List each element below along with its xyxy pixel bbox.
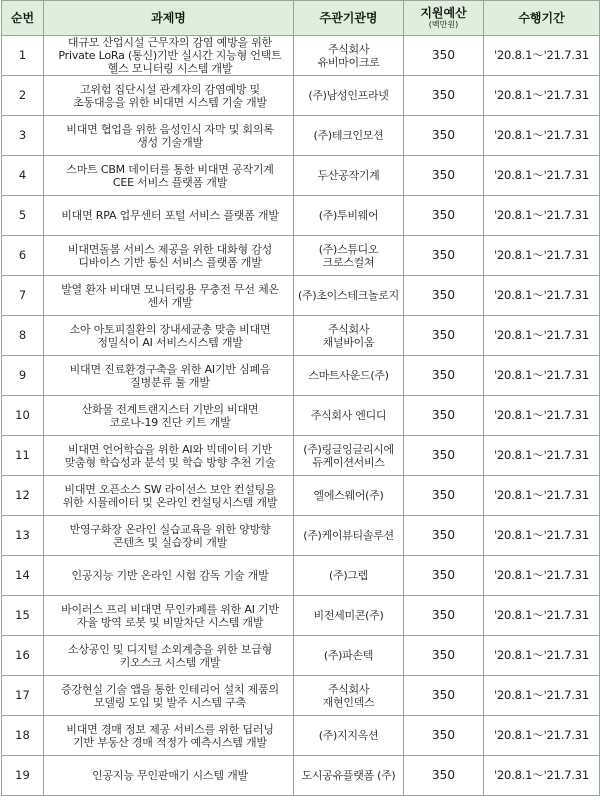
project-title [44, 76, 294, 116]
table-row [2, 476, 600, 516]
project-period: '20.8.1～'21.7.31 [484, 116, 600, 156]
row-number: 8 [2, 316, 44, 356]
lead-organization-line: (주)남성인프라넷 [308, 89, 389, 102]
table-row [2, 436, 600, 476]
project-title-line: 디바이스 기반 통신 서비스 플랫폼 개발 [78, 255, 262, 269]
project-title-line: 초동대응을 위한 비대면 시스템 기술 개발 [73, 95, 267, 109]
lead-organization-line: 듀케이션서비스 [312, 455, 385, 469]
project-period: '20.8.1～'21.7.31 [484, 596, 600, 636]
table-row [2, 716, 600, 756]
table-row [2, 756, 600, 796]
budget-amount: 350 [404, 556, 484, 596]
table-row [2, 396, 600, 436]
project-title-line: 위한 시뮬레이터 및 온라인 컨설팅시스템 개발 [62, 495, 278, 509]
lead-organization [294, 76, 404, 116]
project-period: '20.8.1～'21.7.31 [484, 36, 600, 76]
project-period: '20.8.1～'21.7.31 [484, 316, 600, 356]
header-title: 과제명 [44, 1, 294, 36]
project-title [44, 316, 294, 356]
header-row [2, 1, 600, 36]
lead-organization-line: (주)그렙 [329, 569, 368, 582]
budget-amount: 350 [404, 196, 484, 236]
budget-amount: 350 [404, 236, 484, 276]
lead-organization [294, 156, 404, 196]
project-period: '20.8.1～'21.7.31 [484, 756, 600, 796]
row-number: 18 [2, 716, 44, 756]
project-title-line: 키오스크 시스템 개발 [119, 655, 221, 669]
project-period: '20.8.1～'21.7.31 [484, 76, 600, 116]
header-org: 주관기관명 [294, 1, 404, 36]
project-title-line: 대규모 산업시설 근무자의 감염 예방을 위한 [67, 36, 273, 49]
budget-amount: 350 [404, 596, 484, 636]
project-period: '20.8.1～'21.7.31 [484, 356, 600, 396]
budget-amount: 350 [404, 36, 484, 76]
project-period: '20.8.1～'21.7.31 [484, 716, 600, 756]
budget-amount: 350 [404, 476, 484, 516]
row-number: 19 [2, 756, 44, 796]
project-period: '20.8.1～'21.7.31 [484, 236, 600, 276]
project-title [44, 636, 294, 676]
row-number: 7 [2, 276, 44, 316]
lead-organization-line: 크로스컬쳐 [322, 255, 375, 269]
project-title-line: 고위험 집단시설 관계자의 감염예방 및 [79, 82, 260, 96]
table-row [2, 516, 600, 556]
lead-organization-line: (주)스튜디오 [318, 242, 379, 256]
project-title [44, 156, 294, 196]
project-period: '20.8.1～'21.7.31 [484, 396, 600, 436]
project-title-line: 소상공인 및 디지털 소외계층을 위한 보급형 [67, 642, 273, 656]
budget-amount: 350 [404, 756, 484, 796]
project-title-line: 소아 아토피질환의 장내세균총 맞춤 비대면 [69, 322, 271, 336]
project-title-line: 자율 방역 로봇 및 비말차단 시스템 개발 [76, 615, 264, 629]
lead-organization [294, 476, 404, 516]
table-row [2, 276, 600, 316]
project-title-line: 증강현실 기술 앱을 통한 인테리어 설치 제품의 [61, 682, 279, 696]
project-title-line: 맞춤형 학습성과 분석 및 학습 방향 추천 기술 [64, 455, 276, 469]
row-number: 10 [2, 396, 44, 436]
row-number: 13 [2, 516, 44, 556]
project-title-line: Private LoRa (통신)기반 실시간 지능형 언택트 [58, 49, 282, 62]
project-title [44, 116, 294, 156]
lead-organization [294, 396, 404, 436]
project-title [44, 756, 294, 796]
project-period: '20.8.1～'21.7.31 [484, 156, 600, 196]
table-row [2, 556, 600, 596]
project-period: '20.8.1～'21.7.31 [484, 436, 600, 476]
table-row [2, 196, 600, 236]
lead-organization [294, 116, 404, 156]
project-title [44, 396, 294, 436]
row-number: 17 [2, 676, 44, 716]
header-budget [404, 1, 484, 36]
budget-amount: 350 [404, 76, 484, 116]
row-number: 1 [2, 36, 44, 76]
project-title [44, 716, 294, 756]
project-title-line: 비대면 오픈소스 SW 라이선스 보안 컨설팅을 [64, 482, 276, 496]
table-row [2, 356, 600, 396]
project-title-line: 반영구화장 온라인 실습교육을 위한 양방향 [69, 522, 271, 536]
header-no: 순번 [2, 1, 44, 36]
project-title-line: 비대면 RPA 업무센터 포털 서비스 플랫폼 개발 [61, 209, 279, 222]
project-title [44, 36, 294, 76]
project-title [44, 556, 294, 596]
lead-organization-line: (주)투비웨어 [318, 209, 379, 222]
header-budget-label: 지원예산 [420, 6, 467, 20]
project-title-line: 기반 부동산 경매 적정가 예측시스템 개발 [73, 735, 267, 749]
lead-organization-line: 두산공작기계 [317, 169, 380, 182]
lead-organization-line: 채널바이옴 [322, 335, 375, 349]
project-title-line: 인공지능 기반 온라인 시험 감독 기술 개발 [71, 569, 269, 582]
project-title-line: 산화물 전계트랜지스터 기반의 비대면 [81, 402, 259, 416]
row-number: 11 [2, 436, 44, 476]
project-title-line: 질병분류 툴 개발 [130, 375, 210, 389]
project-title [44, 676, 294, 716]
project-title-line: 비대면 언어학습을 위한 AI와 빅데이터 기반 [67, 442, 273, 456]
row-number: 2 [2, 76, 44, 116]
row-number: 9 [2, 356, 44, 396]
lead-organization-line: (주)파손텍 [323, 649, 374, 662]
lead-organization [294, 556, 404, 596]
table-body [2, 36, 600, 796]
lead-organization [294, 676, 404, 716]
row-number: 4 [2, 156, 44, 196]
lead-organization-line: 재현인덱스 [322, 695, 375, 709]
project-title-line: 비대면 경매 정보 제공 서비스를 위한 딥러닝 [66, 722, 274, 736]
row-number: 16 [2, 636, 44, 676]
lead-organization [294, 716, 404, 756]
lead-organization-line: 스마트사운드(주) [308, 369, 389, 382]
project-title-line: 헬스 모니터링 시스템 개발 [107, 62, 233, 75]
budget-amount: 350 [404, 636, 484, 676]
project-period: '20.8.1～'21.7.31 [484, 636, 600, 676]
project-period: '20.8.1～'21.7.31 [484, 516, 600, 556]
lead-organization [294, 36, 404, 76]
project-title-line: 발열 환자 비대면 모니터링용 무충전 무선 체온 [61, 282, 279, 296]
row-number: 12 [2, 476, 44, 516]
table-row [2, 36, 600, 76]
project-table [1, 0, 600, 796]
project-title [44, 596, 294, 636]
project-title [44, 196, 294, 236]
project-title [44, 516, 294, 556]
lead-organization-line: (주)테크인모션 [313, 129, 384, 142]
project-title-line: 콘텐츠 및 실습장비 개발 [112, 535, 228, 549]
project-title-line: CEE 서비스 플랫폼 개발 [112, 175, 228, 189]
project-period: '20.8.1～'21.7.31 [484, 676, 600, 716]
table-row [2, 156, 600, 196]
header-budget-unit: (백만원) [428, 20, 459, 29]
project-title-line: 바이러스 프리 비대면 무인카페를 위한 AI 기반 [61, 602, 279, 616]
table-row [2, 236, 600, 276]
project-title-line: 생성 기술개발 [137, 135, 203, 149]
project-title [44, 436, 294, 476]
table-row [2, 76, 600, 116]
table-row [2, 676, 600, 716]
project-period: '20.8.1～'21.7.31 [484, 556, 600, 596]
project-title-line: 비대면 협업을 위한 음성인식 자막 및 회의록 [66, 122, 274, 136]
lead-organization [294, 756, 404, 796]
project-title-line: 비대면돌봄 서비스 제공을 위한 대화형 감성 [67, 242, 273, 256]
lead-organization-line: 주식회사 [327, 42, 370, 56]
row-number: 15 [2, 596, 44, 636]
lead-organization [294, 356, 404, 396]
project-title [44, 236, 294, 276]
lead-organization [294, 236, 404, 276]
lead-organization [294, 276, 404, 316]
row-number: 3 [2, 116, 44, 156]
lead-organization [294, 316, 404, 356]
project-title-line: 모델링 도입 및 발주 시스템 구축 [93, 695, 247, 709]
table-row [2, 116, 600, 156]
lead-organization-line: (주)초이스테크놀로지 [298, 289, 399, 302]
budget-amount: 350 [404, 716, 484, 756]
project-title-line: 정밀식이 AI 서비스시스템 개발 [97, 335, 243, 349]
lead-organization [294, 516, 404, 556]
row-number: 5 [2, 196, 44, 236]
project-title-line: 인공지능 무인판매기 시스템 개발 [92, 769, 248, 782]
budget-amount: 350 [404, 676, 484, 716]
table-row [2, 316, 600, 356]
budget-amount: 350 [404, 436, 484, 476]
lead-organization-line: 유비마이크로 [317, 55, 380, 69]
row-number: 6 [2, 236, 44, 276]
project-period: '20.8.1～'21.7.31 [484, 196, 600, 236]
lead-organization-line: 주식회사 [327, 322, 370, 336]
budget-amount: 350 [404, 396, 484, 436]
project-title [44, 276, 294, 316]
budget-amount: 350 [404, 516, 484, 556]
lead-organization [294, 596, 404, 636]
header-period: 수행기간 [484, 1, 600, 36]
lead-organization-line: (주)케이뷰티솔루션 [303, 529, 394, 542]
row-number: 14 [2, 556, 44, 596]
budget-amount: 350 [404, 356, 484, 396]
lead-organization-line: 주식회사 엔디디 [310, 409, 387, 422]
project-title-line: 스마트 CBM 데이터를 통한 비대면 공작기계 [66, 162, 274, 176]
budget-amount: 350 [404, 156, 484, 196]
lead-organization [294, 436, 404, 476]
lead-organization-line: 엘에스웨어(주) [313, 489, 384, 502]
lead-organization-line: (주)링글잉글리시에 [303, 442, 394, 456]
lead-organization-line: (주)지지옥션 [318, 729, 379, 742]
lead-organization-line: 도시공유플랫폼 (주) [301, 769, 396, 782]
project-title-line: 코로나-19 진단 키트 개발 [109, 415, 231, 429]
budget-amount: 350 [404, 116, 484, 156]
budget-amount: 350 [404, 276, 484, 316]
table-row [2, 636, 600, 676]
lead-organization-line: 비전세미콘(주) [313, 609, 384, 622]
project-title [44, 476, 294, 516]
table-row [2, 596, 600, 636]
project-period: '20.8.1～'21.7.31 [484, 476, 600, 516]
lead-organization [294, 196, 404, 236]
lead-organization-line: 주식회사 [327, 682, 370, 696]
lead-organization [294, 636, 404, 676]
project-title-line: 센서 개발 [147, 295, 193, 309]
project-title [44, 356, 294, 396]
budget-amount: 350 [404, 316, 484, 356]
project-period: '20.8.1～'21.7.31 [484, 276, 600, 316]
project-title-line: 비대면 진료환경구축을 위한 AI기반 심폐음 [69, 362, 271, 376]
